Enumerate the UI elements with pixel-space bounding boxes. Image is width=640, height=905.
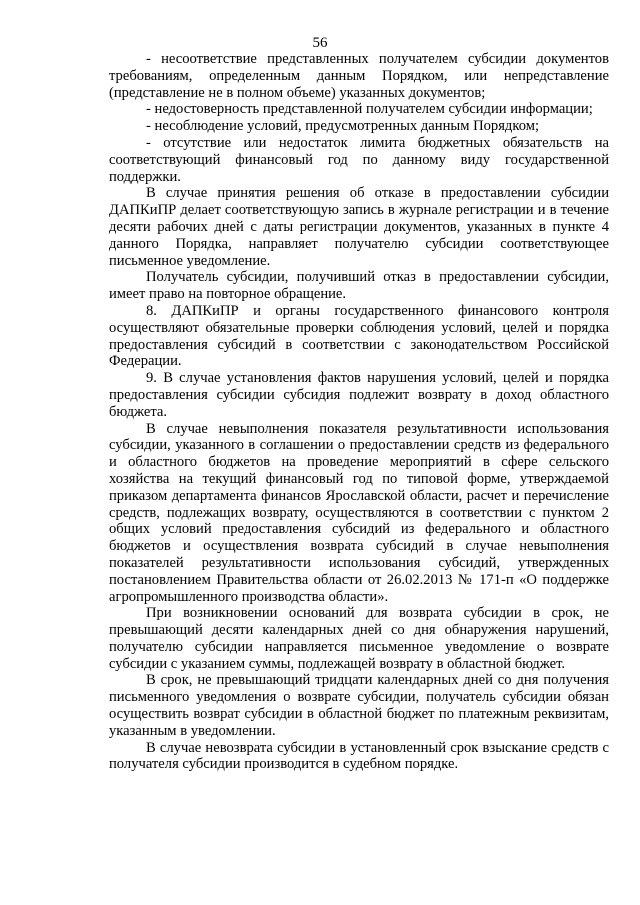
- paragraph-return-deadline: В срок, не превышающий тридцати календарных дней со дня получения письменного уведомления о возврате субсидии, получатель субсидии обязан осуществить возврат субсидии в областной бюджет по платежным реквизитам, указанным в уведомлении.: [109, 672, 609, 739]
- page-number: 56: [312, 35, 328, 51]
- paragraph-court-recovery: В случае невозврата субсидии в установленный срок взыскание средств с получателя субсидии производится в судебном порядке.: [109, 739, 609, 773]
- paragraph-list-item-noncompliance: - несоответствие представленных получателем субсидии документов требованиям, определенным данным Порядком, или непредставление (представление не в полном объеме) указанных документов;: [109, 51, 609, 101]
- paragraph-list-item-conditions-violation: - несоблюдение условий, предусмотренных данным Порядком;: [146, 118, 540, 135]
- paragraph-performance-indicator: В случае невыполнения показателя результативности использования субсидии, указанного в соглашении о предоставлении средств из федерального и областного бюджетов на проведение мероприятий в сфере сельского хозяйства на текущий финансовый год по типовой форме, утверждаемой приказом департамента финансов Ярославской области, расчет и перечисление средств, подлежащих возврату, осуществляются в соответствии с пунктом 2 общих условий предоставления субсидий из федерального и областного бюджетов и осуществления возврата субсидий в случае невыполнения показателей результативности использования субсидий, утвержденных постановлением Правительства области от 26.02.2013 № 171-п «О поддержке агропромышленного производства области».: [109, 420, 609, 605]
- paragraph-clause-9: 9. В случае установления фактов нарушения условий, целей и порядка предоставления субсидии субсидия подлежит возврату в доход областного бюджета.: [109, 370, 609, 420]
- paragraph-list-item-unreliable-info: - недостоверность представленной получателем субсидии информации;: [146, 101, 593, 118]
- paragraph-return-grounds: При возникновении оснований для возврата субсидии в срок, не превышающий десяти календарных дней со дня обнаружения нарушений, получателю субсидии направляется письменное уведомление о возврате субсидии с указанием суммы, подлежащей возврату в областной бюджет.: [109, 605, 609, 672]
- paragraph-list-item-limit-shortage: - отсутствие или недостаток лимита бюджетных обязательств на соответствующий финансовый год по данному виду государственной поддержки.: [109, 134, 609, 185]
- document-body: [109, 51, 609, 773]
- paragraph-clause-8: 8. ДАПКиПР и органы государственного финансового контроля осуществляют обязательные проверки соблюдения условий, целей и порядка предоставления субсидий в соответствии с законодательством Российской Федерации.: [109, 302, 609, 370]
- paragraph-refusal-notice: В случае принятия решения об отказе в предоставлении субсидии ДАПКиПР делает соответствующую запись в журнале регистрации и в течение десяти рабочих дней с даты регистрации документов, указанных в пункте 4 данного Порядка, направляет получателю субсидии соответствующее письменное уведомление.: [109, 185, 609, 269]
- paragraph-reapplication-right: Получатель субсидии, получивший отказ в предоставлении субсидии, имеет право на повторное обращение.: [109, 269, 609, 303]
